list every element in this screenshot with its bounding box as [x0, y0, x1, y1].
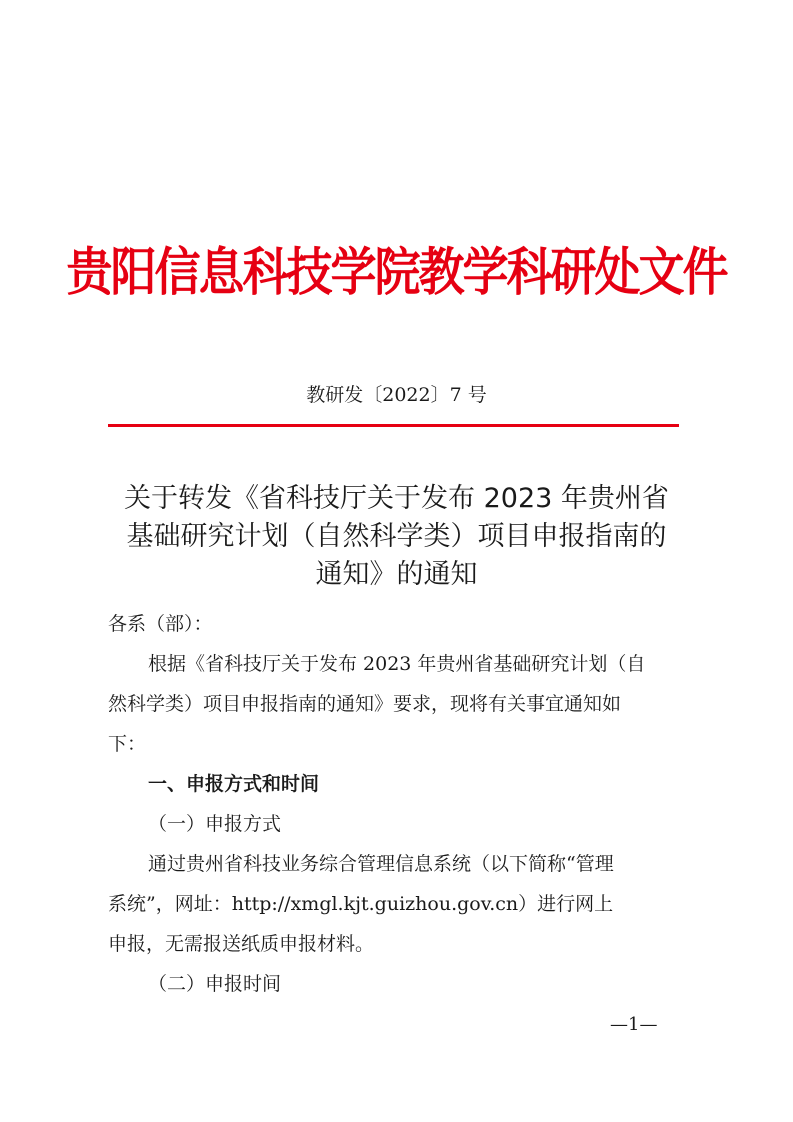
subsection-heading: （二）申报时间: [148, 973, 282, 995]
notice-title: [100, 480, 693, 594]
page-number: —1—: [610, 1014, 658, 1035]
paragraph-line: 申报，无需报送纸质申报材料。: [108, 933, 375, 955]
notice-title-line: 关于转发《省科技厅关于发布 2023 年贵州省: [124, 483, 669, 514]
salutation: 各系（部）：: [108, 613, 213, 635]
notice-title-line: 通知》的通知: [315, 559, 478, 590]
document-number: 教研发〔2022〕7 号: [306, 384, 487, 406]
paragraph-line: 系统”，网址：http://xmgl.kjt.guizhou.gov.cn）进行网上: [108, 893, 614, 915]
notice-title-line: 基础研究计划（自然科学类）项目申报指南的: [126, 521, 667, 552]
subsection-heading: （一）申报方式: [148, 813, 282, 835]
red-divider: [108, 424, 679, 427]
body-content: [108, 604, 686, 1004]
org-title: 贵阳信息科技学院教学科研处文件: [66, 241, 727, 303]
intro-line: 下：: [108, 733, 147, 755]
intro-line: 根据《省科技厅关于发布 2023 年贵州省基础研究计划（自: [148, 653, 646, 675]
section-heading: 一、申报方式和时间: [148, 773, 320, 795]
intro-line: 然科学类）项目申报指南的通知》要求，现将有关事宜通知如: [108, 693, 622, 715]
paragraph-line: 通过贵州省科技业务综合管理信息系统（以下简称“管理: [148, 853, 614, 875]
